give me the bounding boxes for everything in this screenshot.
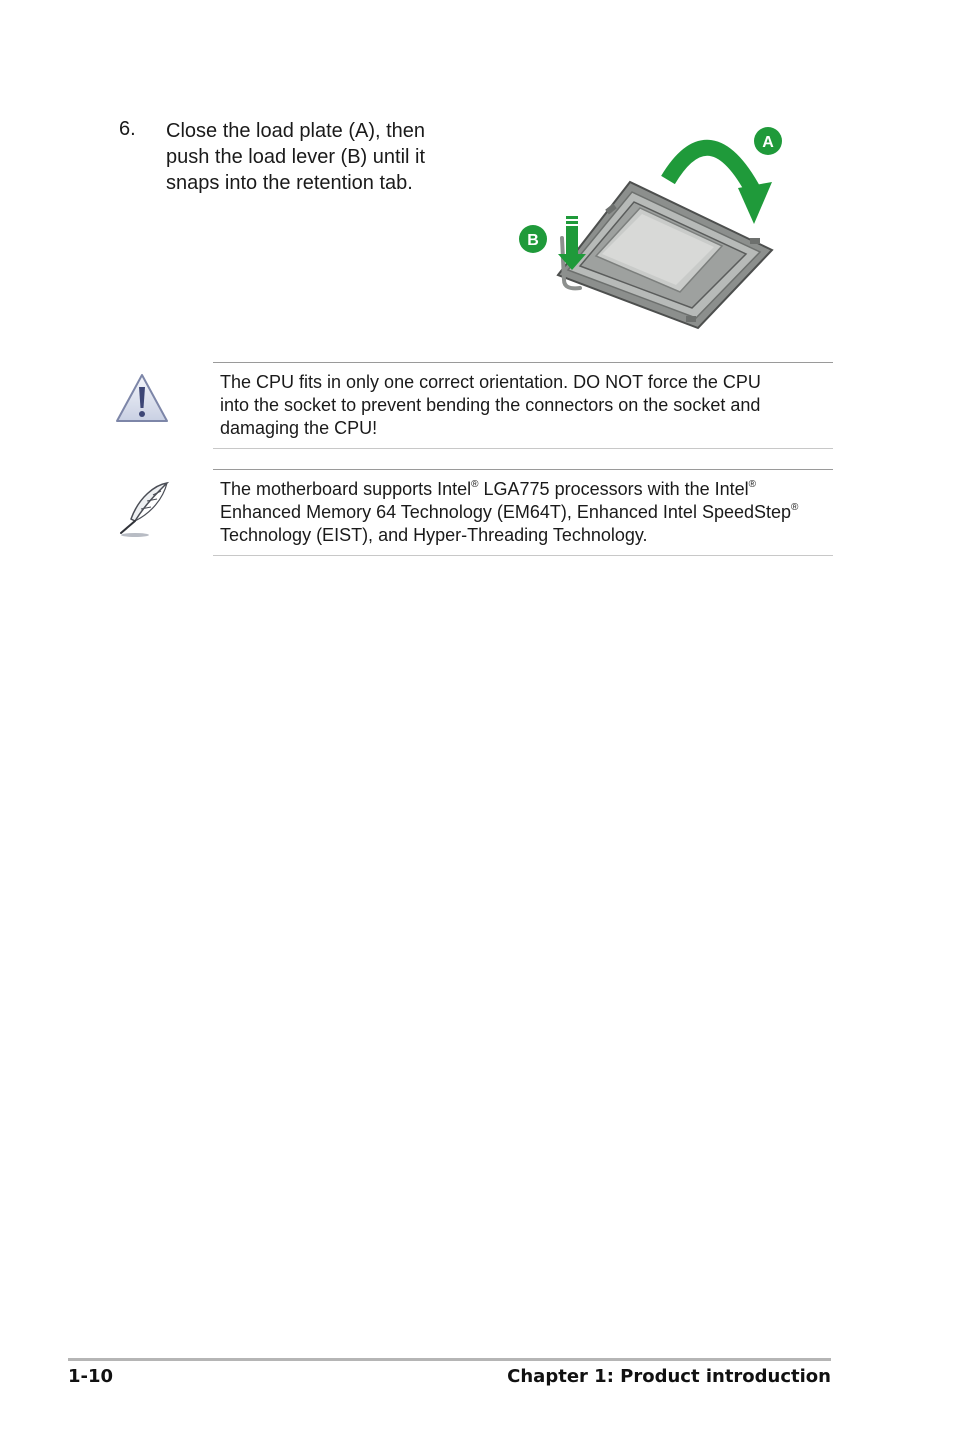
caution-line: damaging the CPU! <box>220 418 378 438</box>
registered-mark: ® <box>791 502 799 513</box>
note-text-segment: The motherboard supports Intel <box>220 479 472 499</box>
note-text-segment: LGA775 processors with the Intel <box>478 479 749 499</box>
step-line: push the load lever (B) until it <box>166 146 426 168</box>
note-line: Technology (EIST), and Hyper-Threading Technology. <box>220 525 648 545</box>
note-text-segment: Enhanced Memory 64 Technology (EM64T), Enhanced Intel SpeedStep <box>220 502 792 522</box>
caution-line: The CPU fits in only one correct orientation. DO NOT force the CPU <box>220 372 761 392</box>
callout-a: A <box>762 134 774 151</box>
warning-triangle-icon <box>115 372 169 424</box>
caution-notice <box>213 362 833 449</box>
registered-mark: ® <box>471 479 479 490</box>
feather-quill-icon <box>115 479 175 539</box>
registered-mark: ® <box>748 479 757 490</box>
note-line <box>220 478 798 501</box>
cpu-socket-illustration <box>510 120 790 335</box>
step-number: 6. <box>119 118 136 140</box>
note-line <box>220 501 798 524</box>
caution-line: into the socket to prevent bending the connectors on the socket and <box>220 395 761 415</box>
page-number: 1-10 <box>68 1366 114 1387</box>
info-note <box>213 469 833 556</box>
chapter-title: Chapter 1: Product introduction <box>507 1366 831 1387</box>
callout-b: B <box>527 232 539 249</box>
step-instruction <box>166 118 466 196</box>
step-line: snaps into the retention tab. <box>166 172 413 194</box>
footer-rule <box>68 1358 831 1361</box>
step-line: Close the load plate (A), then <box>166 120 426 142</box>
